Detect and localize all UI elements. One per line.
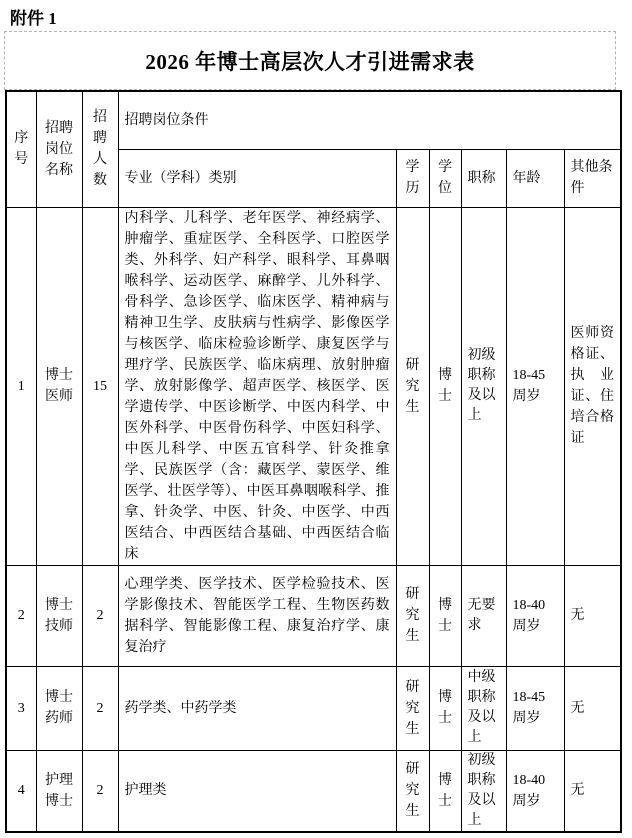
header-education: 学历 [396, 149, 429, 207]
header-serial: 序号 [6, 91, 36, 207]
header-age: 年龄 [506, 149, 564, 207]
cell-position: 护理博士 [36, 750, 82, 832]
cell-count: 2 [82, 565, 118, 666]
cell-degree: 博士 [429, 666, 461, 750]
cell-count: 2 [82, 750, 118, 832]
cell-serial: 4 [6, 750, 36, 832]
cell-age: 18-40 周岁 [506, 750, 564, 832]
cell-major: 药学类、中药学类 [118, 666, 396, 750]
cell-degree: 博士 [429, 750, 461, 832]
table-row [6, 750, 621, 832]
cell-degree: 博士 [429, 565, 461, 666]
cell-major: 护理类 [118, 750, 396, 832]
attachment-label: 附件 1 [10, 9, 57, 28]
cell-major: 心理学类、医学技术、医学检验技术、医学影像技术、智能医学工程、生物医药数据科学、智能影像工程、康复治疗学、康复治疗 [118, 565, 396, 666]
cell-other: 医师资格证、执业证、住培合格证 [564, 207, 621, 565]
cell-title-req: 无要求 [461, 565, 506, 666]
cell-other: 无 [564, 565, 621, 666]
table-row [6, 666, 621, 750]
cell-education: 研究生 [396, 750, 429, 832]
cell-title-req: 初级职称及以上 [461, 750, 506, 832]
cell-major: 内科学、儿科学、老年医学、神经病学、肿瘤学、重症医学、全科医学、口腔医学类、外科学、妇产科学、眼科学、耳鼻咽喉科学、运动医学、麻醉学、儿外科学、骨科学、急诊医学、临床医学、精神病与精神卫生学、皮肤病与性病学、影像医学与核医学、临床检验诊断学、康复医学与理疗学、民族医学、临床病理、放射肿瘤学、放射影像学、超声医学、核医学、医学遗传学、中医诊断学、中医内科学、中医外科学、中医骨伤科学、中医妇科学、中医儿科学、中医五官科学、针灸推拿学、民族医学（含：藏医学、蒙医学、维医学、壮医学等）、中医耳鼻咽喉科学、推拿、针灸学、中医、针灸、中医学、中西医结合、中西医结合基础、中西医结合临床 [118, 207, 396, 565]
header-professional-title: 职称 [461, 149, 506, 207]
title-box [4, 31, 616, 90]
cell-other: 无 [564, 750, 621, 832]
cell-degree: 博士 [429, 207, 461, 565]
cell-position: 博士技师 [36, 565, 82, 666]
recruitment-table [5, 90, 622, 833]
cell-education: 研究生 [396, 565, 429, 666]
cell-age: 18-45 周岁 [506, 666, 564, 750]
cell-position: 博士药师 [36, 666, 82, 750]
cell-age: 18-40 周岁 [506, 565, 564, 666]
header-conditions-group: 招聘岗位条件 [118, 91, 621, 149]
cell-serial: 1 [6, 207, 36, 565]
cell-age: 18-45 周岁 [506, 207, 564, 565]
cell-count: 2 [82, 666, 118, 750]
header-other: 其他条件 [564, 149, 621, 207]
header-major: 专业（学科）类别 [118, 149, 396, 207]
table-row [6, 207, 621, 565]
cell-title-req: 中级职称及以上 [461, 666, 506, 750]
header-headcount: 招聘人数 [82, 91, 118, 207]
header-position-name: 招聘岗位名称 [36, 91, 82, 207]
cell-serial: 2 [6, 565, 36, 666]
header-row-group [6, 91, 621, 149]
cell-other: 无 [564, 666, 621, 750]
header-degree: 学位 [429, 149, 461, 207]
cell-position: 博士医师 [36, 207, 82, 565]
table-row [6, 565, 621, 666]
cell-education: 研究生 [396, 207, 429, 565]
cell-title-req: 初级职称及以上 [461, 207, 506, 565]
cell-education: 研究生 [396, 666, 429, 750]
cell-count: 15 [82, 207, 118, 565]
cell-serial: 3 [6, 666, 36, 750]
document-title: 2026 年博士高层次人才引进需求表 [145, 49, 475, 74]
